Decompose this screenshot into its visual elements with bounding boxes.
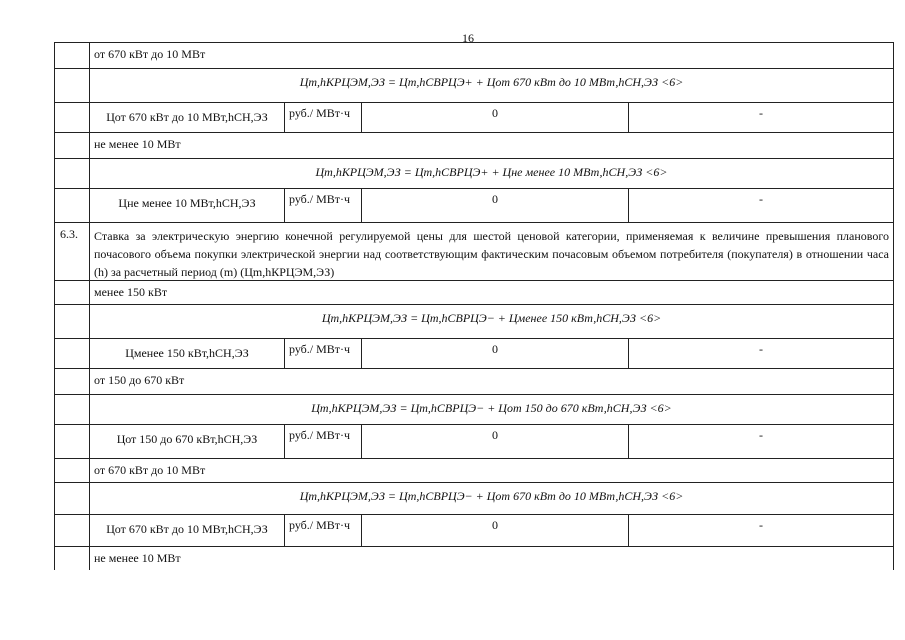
- row-label: от 150 до 670 кВт: [94, 373, 185, 387]
- table-row: [54, 42, 894, 68]
- price-symbol: Цот 670 кВт до 10 МВт,hСН,ЭЗ: [90, 103, 285, 132]
- value-2: -: [759, 428, 763, 442]
- table-row: [54, 102, 894, 132]
- formula: Цm,hКРЦЭМ,ЭЗ = Цm,hСВРЦЭ+ + Цот 670 кВт до 10 МВт,hСН,ЭЗ <6>: [299, 75, 684, 89]
- table-row: [54, 514, 894, 546]
- unit: руб./ МВт·ч: [285, 103, 362, 132]
- table-row: [54, 158, 894, 188]
- value: 0: [362, 339, 629, 368]
- table-row: [54, 482, 894, 514]
- table-row: [54, 458, 894, 482]
- value: 0: [362, 515, 629, 546]
- table-row: [54, 338, 894, 368]
- table-row: [54, 304, 894, 338]
- table-row: [54, 424, 894, 458]
- row-number-cell: [54, 43, 90, 68]
- price-symbol: Цменее 150 кВт,hСН,ЭЗ: [90, 339, 285, 368]
- unit: руб./ МВт·ч: [285, 515, 362, 546]
- formula: Цm,hКРЦЭМ,ЭЗ = Цm,hСВРЦЭ− + Цот 670 кВт до 10 МВт,hСН,ЭЗ <6>: [299, 489, 684, 503]
- row-label: не менее 10 МВт: [94, 137, 181, 151]
- value-2: -: [759, 342, 763, 356]
- formula: Цm,hКРЦЭМ,ЭЗ = Цm,hСВРЦЭ− + Цменее 150 кВт,hСН,ЭЗ <6>: [321, 311, 662, 325]
- unit: руб./ МВт·ч: [285, 189, 362, 222]
- table-row: [54, 188, 894, 222]
- table-row: [54, 132, 894, 158]
- price-symbol: Цот 670 кВт до 10 МВт,hСН,ЭЗ: [90, 515, 285, 546]
- table-row: [54, 68, 894, 102]
- price-symbol: Цне менее 10 МВт,hСН,ЭЗ: [90, 189, 285, 222]
- table-row: [54, 368, 894, 394]
- formula: Цm,hКРЦЭМ,ЭЗ = Цm,hСВРЦЭ− + Цот 150 до 670 кВт,hСН,ЭЗ <6>: [311, 401, 672, 415]
- value-2: -: [759, 192, 763, 206]
- value-2: -: [759, 106, 763, 120]
- section-text: Ставка за электрическую энергию конечной регулируемой цены для шестой ценовой категории, применяемая к величине превышения планового почасового объема покупки электрической энергии над соответствующим фактическим почасовым объемом потребителя (покупателя) в отношении часа (h) за расчетный период (m) (Цm,hКРЦЭМ,ЭЗ): [94, 229, 889, 279]
- row-label: менее 150 кВт: [94, 285, 168, 299]
- table-row: [54, 546, 894, 570]
- table-row: [54, 280, 894, 304]
- row-label: от 670 кВт до 10 МВт: [94, 47, 206, 61]
- value-2: -: [759, 518, 763, 532]
- value: 0: [362, 189, 629, 222]
- table-row: [54, 222, 894, 280]
- value: 0: [362, 425, 629, 458]
- unit: руб./ МВт·ч: [285, 339, 362, 368]
- formula: Цm,hКРЦЭМ,ЭЗ = Цm,hСВРЦЭ+ + Цне менее 10 МВт,hСН,ЭЗ <6>: [315, 165, 668, 179]
- row-number-cell: 6.3.: [54, 223, 90, 280]
- row-label: от 670 кВт до 10 МВт: [94, 463, 206, 477]
- unit: руб./ МВт·ч: [285, 425, 362, 458]
- table-row: [54, 394, 894, 424]
- price-symbol: Цот 150 до 670 кВт,hСН,ЭЗ: [90, 425, 285, 458]
- page-number: 16: [462, 31, 474, 45]
- row-label: не менее 10 МВт: [94, 551, 181, 565]
- tariff-table: [54, 42, 894, 570]
- value: 0: [362, 103, 629, 132]
